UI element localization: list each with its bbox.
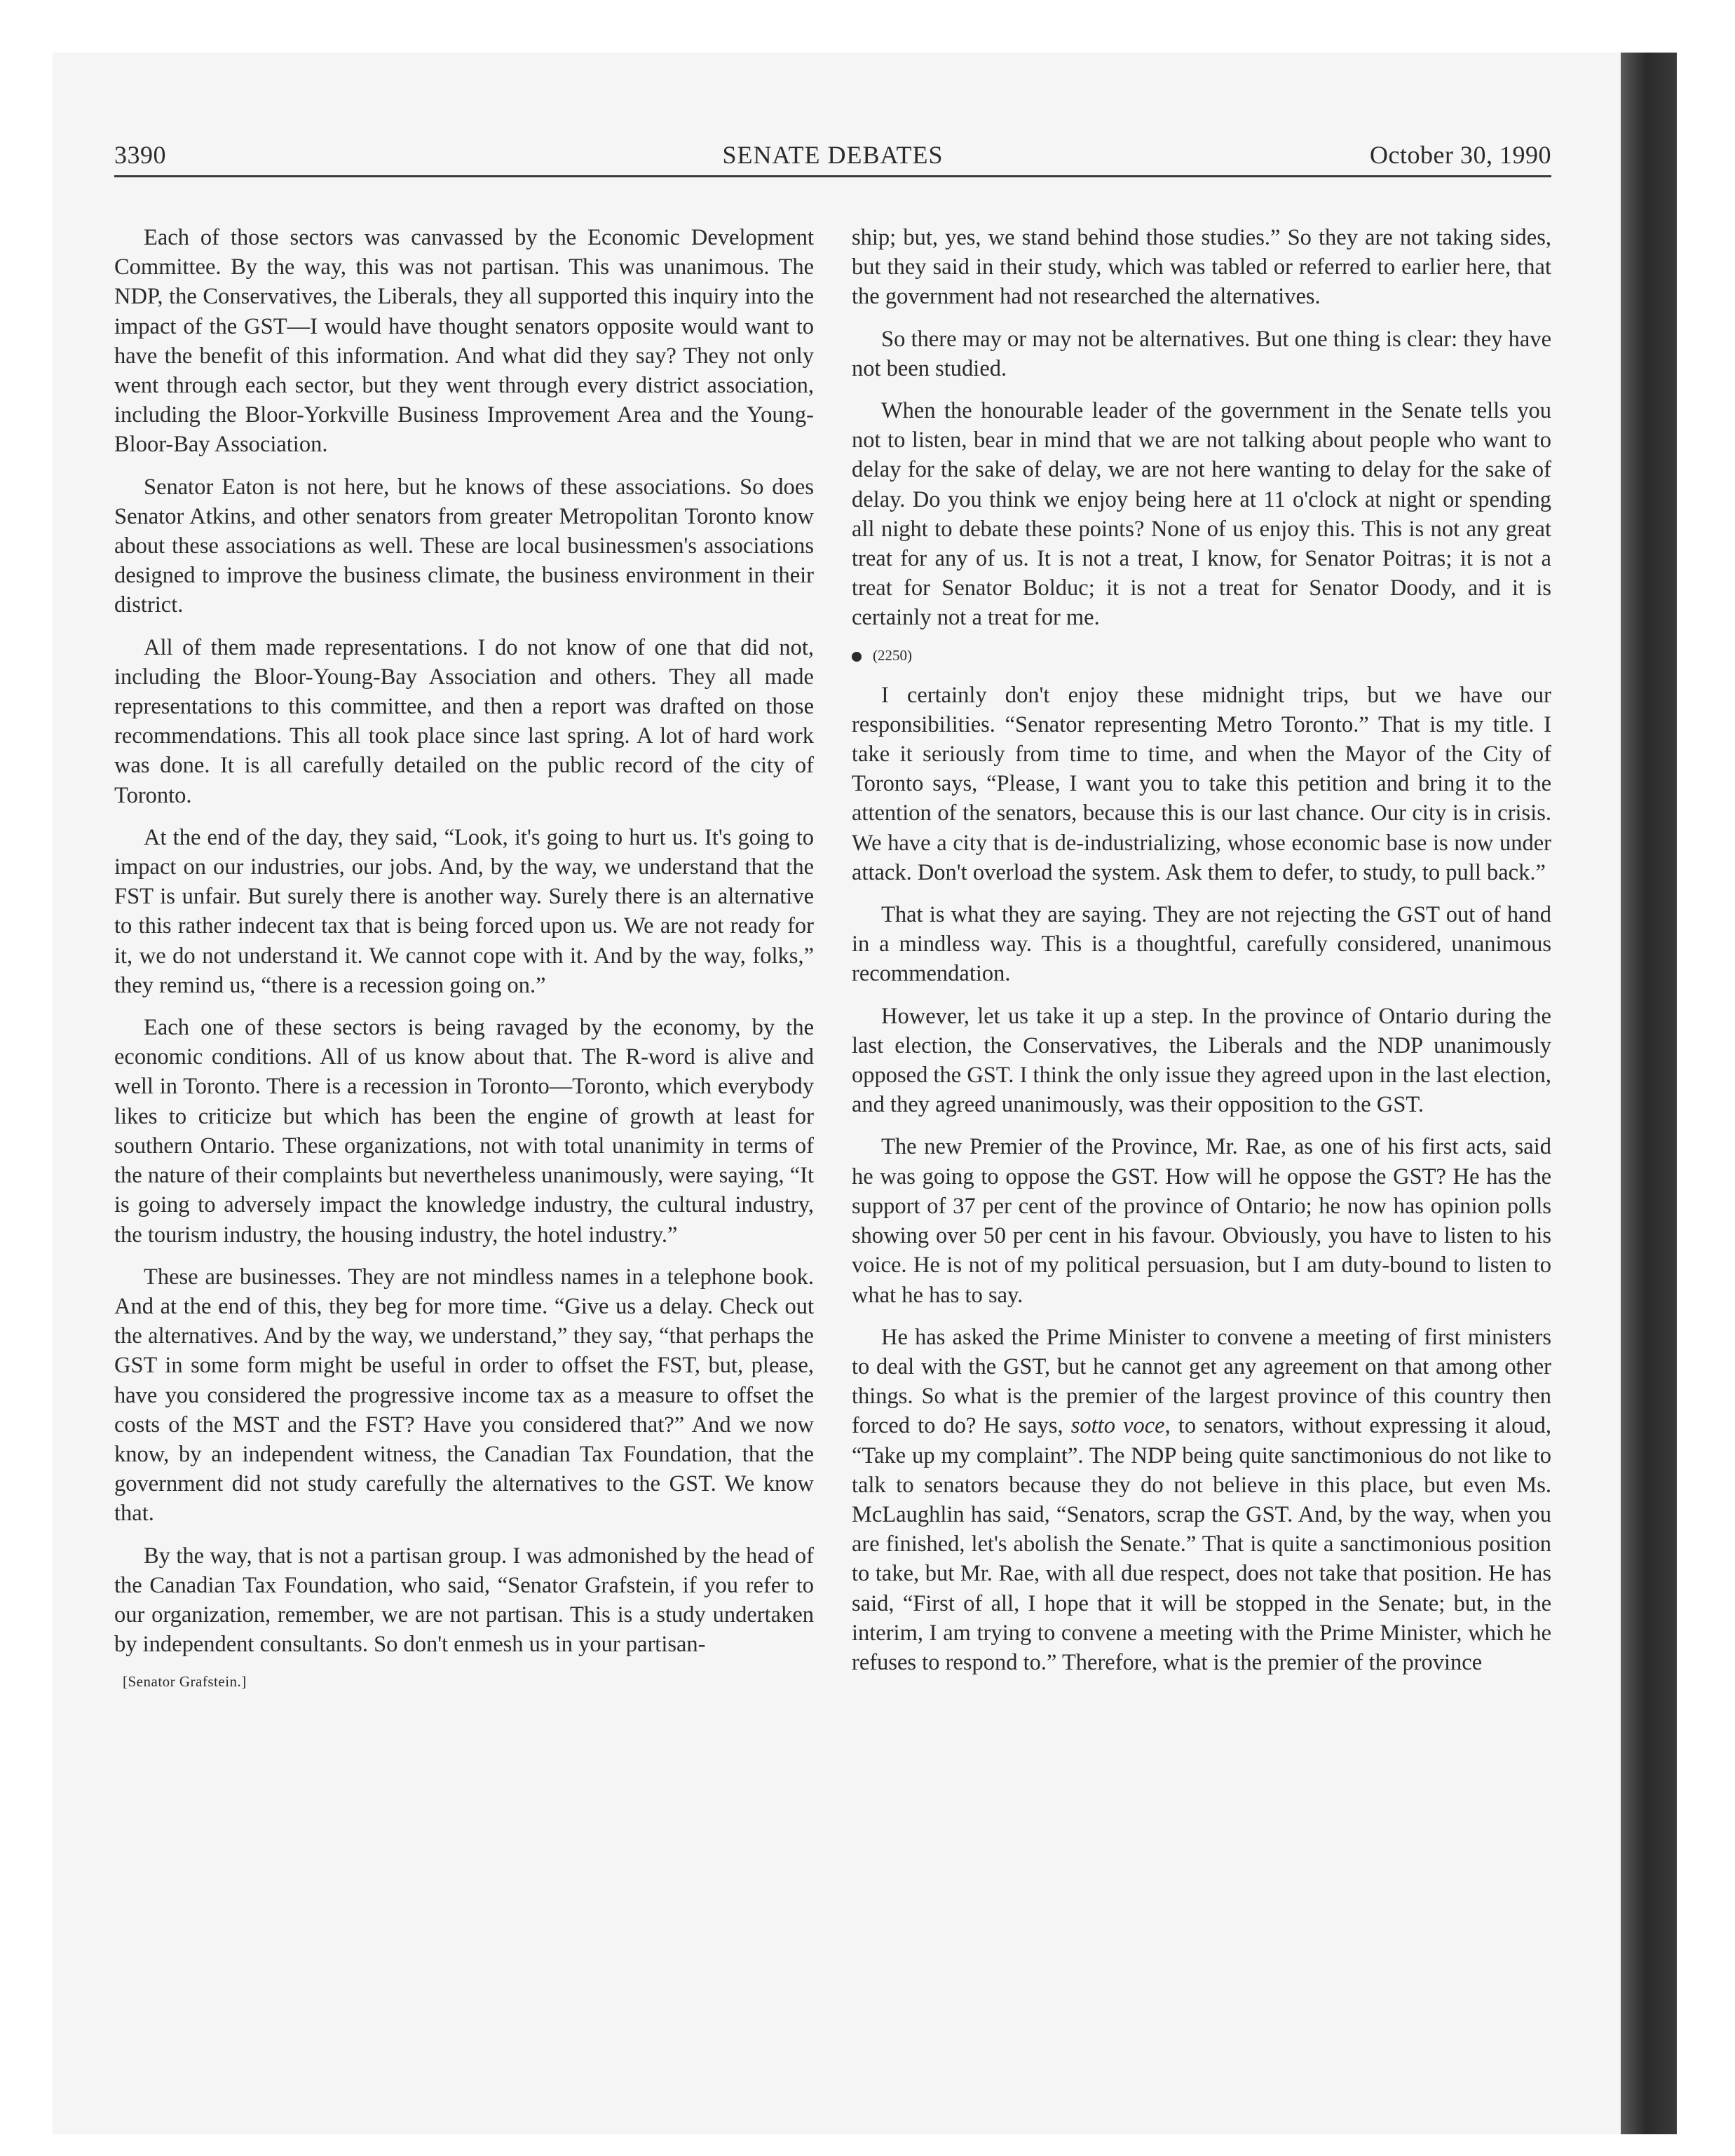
header-rule xyxy=(114,175,1551,177)
paragraph: At the end of the day, they said, “Look, it's going to hurt us. It's going to impact on our industries, our jobs. And, by the way, we understand that the FST is unfair. But surely there is another way. Surely there is an alternative to this rather indecent tax that is being forced upon us. We are not ready for it, we do not understand it. We cannot cope with it. And by the way, folks,” they remind us, “there is a recession going on.” xyxy=(114,824,814,998)
paragraph: Each one of these sectors is being ravaged by the economy, by the economic conditions. All of us know about that. The R-word is alive and well in Toronto. There is a recession in Toronto—Toronto, which everybody likes to criticize but which has been the engine of growth at least for southern Ontario. These organizations, not with total unanimity in terms of the nature of their complaints but nevertheless unanimously, were saying, “It is going to adversely impact the knowledge industry, the cultural industry, the tourism industry, the housing industry, the hotel industry.” xyxy=(114,1015,814,1248)
paragraph-continued: ship; but, yes, we stand behind those studies.” So they are not taking sides, but they said in their study, which was tabled or referred to earlier here, that the government had not researched the alternatives. xyxy=(852,225,1551,310)
italic-phrase: sotto voce xyxy=(1070,1413,1165,1439)
right-column xyxy=(852,223,1551,1690)
speaker-note: [Senator Grafstein.] xyxy=(123,1673,247,1691)
page-header xyxy=(114,140,1551,174)
paragraph: So there may or may not be alternatives. But one thing is clear: they have not been studied. xyxy=(852,326,1551,381)
time-marker xyxy=(852,646,1551,665)
paragraph: That is what they are saying. They are not rejecting the GST out of hand in a mindless way. This is a thoughtful, carefully considered, unanimous recommendation. xyxy=(852,902,1551,987)
paragraph xyxy=(852,1323,1551,1677)
paragraph: Senator Eaton is not here, but he knows of these associations. So does Senator Atkins, and other senators from greater Metropolitan Toronto know about these associations as well. These are local businessmen's associations designed to improve the business climate, the business environment in their district. xyxy=(114,474,814,618)
left-column xyxy=(114,223,814,1691)
page-date: October 30, 1990 xyxy=(1370,141,1551,169)
scan-edge-shadow xyxy=(1621,53,1677,2134)
bullet-icon xyxy=(852,652,862,662)
paragraph: However, let us take it up a step. In the province of Ontario during the last election, the Conservatives, the Liberals and the NDP unanimously opposed the GST. I think the only issue they agreed upon in the last election, and they agreed unanimously, was their opposition to the GST. xyxy=(852,1003,1551,1118)
paragraph: All of them made representations. I do not know of one that did not, including the Bloor-Young-Bay Association and others. They all made representations to this committee, and then a report was drafted on those recommendations. This all took place since last spring. A lot of hard work was done. It is all carefully detailed on the public record of the city of Toronto. xyxy=(114,634,814,808)
paragraph: Each of those sectors was canvassed by the Economic Development Committee. By the way, this was not partisan. This was unanimous. The NDP, the Conservatives, the Liberals, they all supported this inquiry into the impact of the GST—I would have thought senators opposite would want to have the benefit of this information. And what did they say? They not only went through each sector, but they went through every district association, including the Bloor-Yorkville Business Improvement Area and the Young-Bloor-Bay Association. xyxy=(114,225,814,458)
running-title: SENATE DEBATES xyxy=(722,141,944,169)
paragraph: I certainly don't enjoy these midnight trips, but we have our responsibilities. “Senator representing Metro Toronto.” That is my title. I take it seriously from time to time, and when the Mayor of the City of Toronto says, “Please, I want you to take this petition and bring it to the attention of the senators, because this is our last chance. Our city is in crisis. We have a city that is de-industrializing, whose economic base is now under attack. Don't overload the system. Ask them to defer, to study, to pull back.” xyxy=(852,682,1551,885)
paragraph: These are businesses. They are not mindless names in a telephone book. And at the end of this, they beg for more time. “Give us a delay. Check out the alternatives. And by the way, we understand,” they say, “that perhaps the GST in some form might be useful in order to offset the FST, but, please, have you considered the progressive income tax as a measure to offset the costs of the MST and the FST? Have you considered that?” And we now know, by an independent witness, the Canadian Tax Foundation, that the government did not study carefully the alternatives to the GST. We know that. xyxy=(114,1264,814,1527)
paragraph-text: , to senators, without expressing it aloud, “Take up my complaint”. The NDP being quite sanctimonious do not like to talk to senators because they do not believe in this place, but even Ms. McLaughlin has said, “Senators, scrap the GST. And, by the way, when you are finished, let's abolish the Senate.” That is quite a sanctimonious position to take, but Mr. Rae, with all due respect, does not take that position. He has said, “First of all, I hope that it will be stopped in the Senate; but, in the interim, I am trying to convene a meeting with the Prime Minister, which he refuses to respond to.” Therefore, what is the premier of the province xyxy=(852,1413,1551,1675)
time-marker-label: (2250) xyxy=(873,646,912,664)
paragraph: By the way, that is not a partisan group. I was admonished by the head of the Canadian Tax Foundation, who said, “Senator Grafstein, if you refer to our organization, remember, we are not partisan. This is a study undertaken by independent consultants. So don't enmesh us in your partisan- xyxy=(114,1543,814,1658)
page-number: 3390 xyxy=(114,141,166,169)
paragraph-text: He has asked the Prime Minister to convene a meeting of first ministers to deal with the GST, but he cannot get any agreement on that among other things. So what is the premier of the largest province of this country then forced to do? He says, xyxy=(852,1324,1551,1439)
paragraph: When the honourable leader of the government in the Senate tells you not to listen, bear in mind that we are not talking about people who want to delay for the sake of delay, we are not here wanting to delay for the sake of delay. Do you think we enjoy being here at 11 o'clock at night or spending all night to debate these points? None of us enjoy this. This is not any great treat for any of us. It is not a treat, I know, for Senator Poitras; it is not a treat for Senator Bolduc; it is not a treat for Senator Doody, and it is certainly not a treat for me. xyxy=(852,398,1551,631)
paragraph: The new Premier of the Province, Mr. Rae, as one of his first acts, said he was going to oppose the GST. How will he oppose the GST? He has the support of 37 per cent of the province of Ontario; he now has opinion polls showing over 50 per cent in his favour. Obviously, you have to listen to his voice. He is not of my political persuasion, but I am duty-bound to listen to what he has to say. xyxy=(852,1134,1551,1308)
